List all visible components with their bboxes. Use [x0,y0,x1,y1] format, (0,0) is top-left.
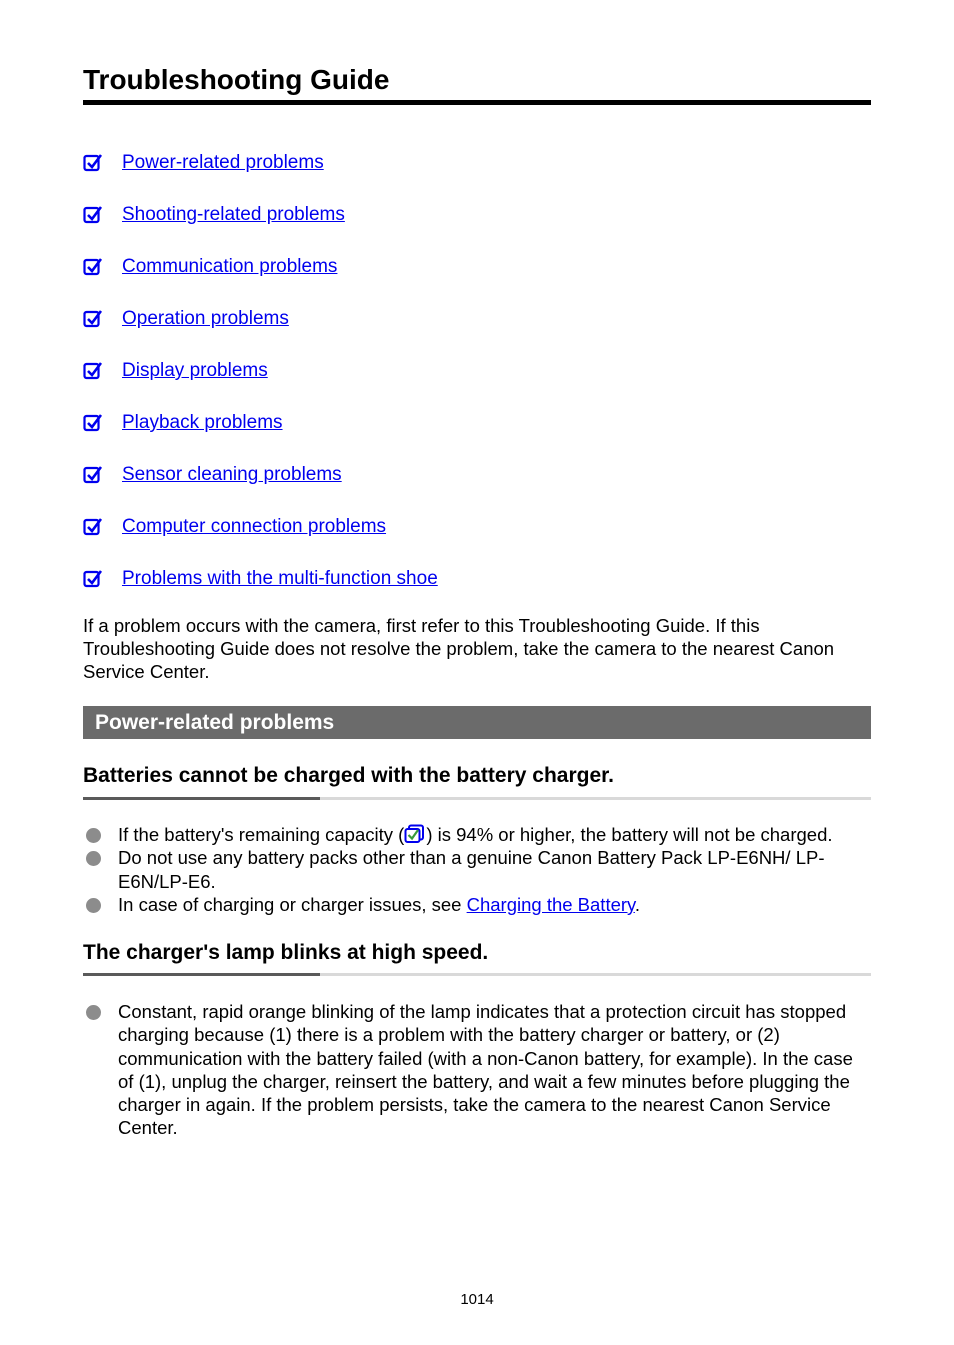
toc-link-communication[interactable]: Communication problems [122,256,338,277]
toc-link-operation[interactable]: Operation problems [122,308,289,329]
charging-the-battery-link[interactable]: Charging the Battery [466,893,635,915]
list-item: Constant, rapid orange blinking of the lamp indicates that a protection circuit has stopped charging because (1) there is a problem with the battery charger or battery, or (2) communication with the battery failed (with a non-Canon battery, for example). In the case of (1), unplug the charger, reinsert the battery, and wait a few minutes before plugging the charger in again. If the problem persists, take the camera to the nearest Canon Service Center. [83,1000,873,1140]
toc-link-multi-function-shoe[interactable]: Problems with the multi-function shoe [122,568,438,589]
toc-link-shooting[interactable]: Shooting-related problems [122,204,345,225]
toc-link-power[interactable]: Power-related problems [122,152,324,173]
checkbox-arrow-icon [83,465,103,485]
checkbox-arrow-icon [83,153,103,173]
toc-item-computer-connection[interactable] [83,512,871,564]
checkbox-arrow-icon [83,517,103,537]
toc-item-sensor-cleaning[interactable] [83,460,871,512]
page-title: Troubleshooting Guide [83,62,871,105]
toc-item-playback[interactable] [83,408,871,460]
bullet-dot-icon [86,1005,101,1020]
checkbox-arrow-icon [83,257,103,277]
toc-link-sensor-cleaning[interactable]: Sensor cleaning problems [122,464,342,485]
checkbox-arrow-icon [83,413,103,433]
toc-item-multi-function-shoe[interactable] [83,564,871,616]
checkbox-arrow-icon [83,205,103,225]
bullet-dot-icon [86,898,101,913]
issue-heading-cannot-charge: Batteries cannot be charged with the battery charger. [83,764,614,787]
issue-heading-lamp-blinks: The charger's lamp blinks at high speed. [83,941,489,964]
section-header-power: Power-related problems [83,706,871,739]
toc-link-display[interactable]: Display problems [122,360,268,381]
checkbox-arrow-icon [83,569,103,589]
intro-paragraph: If a problem occurs with the camera, first refer to this Troubleshooting Guide. If this Troubleshooting Guide does not resolve the problem, take the camera to the nearest Canon Service Center. [83,615,835,682]
bullet-dot-icon [86,828,101,843]
issue1-bullet-list [83,823,873,916]
page-number: 1014 [460,1291,494,1308]
checkbox-arrow-icon [83,309,103,329]
toc-item-operation[interactable] [83,304,871,356]
toc-list [83,148,871,616]
heading-underline [83,797,871,800]
list-item: If the battery's remaining capacity ( ) is 94% or higher, the battery will not be charged. [83,823,873,846]
list-item: In case of charging or charger issues, see Charging the Battery. [83,893,873,916]
toc-item-display[interactable] [83,356,871,408]
toc-item-communication[interactable] [83,252,871,304]
heading-underline [83,973,871,976]
issue2-bullet-list [83,1000,873,1140]
bullet-dot-icon [86,851,101,866]
toc-item-power[interactable] [83,148,871,200]
toc-item-shooting[interactable] [83,200,871,252]
toc-link-computer-connection[interactable]: Computer connection problems [122,516,387,537]
checkbox-arrow-icon [83,361,103,381]
battery-capacity-icon [404,824,426,844]
toc-link-playback[interactable]: Playback problems [122,412,283,433]
list-item: Do not use any battery packs other than a genuine Canon Battery Pack LP-E6NH/ LP-E6N/LP-E6. [83,846,873,893]
